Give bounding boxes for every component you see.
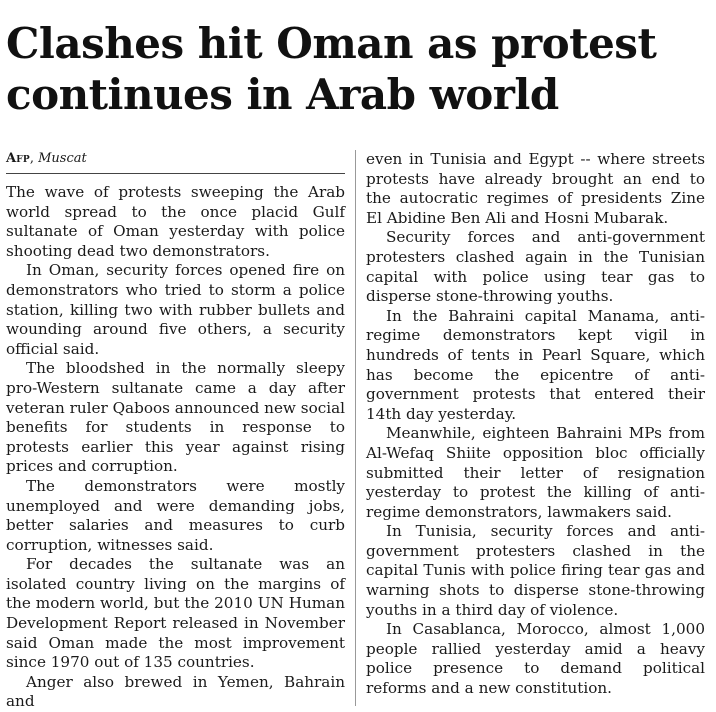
- article-paragraph: Meanwhile, eighteen Bahraini MPs from Al-Wefaq Shiite opposition bloc officially submitted their letter of resignation yesterday to protest the killing of anti-regime demonstrators, lawmakers said.: [366, 424, 705, 521]
- article-paragraph: In Oman, security forces opened fire on demonstrators who tried to storm a police station, killing two with rubber bullets and wounding around five others, a security official said.: [6, 261, 345, 358]
- headline: Clashes hit Oman as protest continues in Arab world: [6, 19, 657, 119]
- article-paragraph: The bloodshed in the normally sleepy pro-Western sultanate came a day after veteran ruler Qaboos announced new social benefits for students in response to protests earlier this year against rising prices and corruption.: [6, 359, 345, 476]
- column-divider: [355, 150, 356, 706]
- article-paragraph-continuation: even in Tunisia and Egypt -- where streets protests have already brought an end to the autocratic regimes of presidents Zine El Abidine Ben Ali and Hosni Mubarak.: [366, 150, 705, 227]
- article-paragraph: In Tunisia, security forces and anti-government protesters clashed in the capital Tunis with police firing tear gas and warning shots to disperse stone-throwing youths in a third day of violence.: [366, 522, 705, 619]
- article-paragraph: In Casablanca, Morocco, almost 1,000 people rallied yesterday amid a heavy police presence to demand political reforms and a new constitution.: [366, 620, 705, 698]
- article-paragraph: The wave of protests sweeping the Arab world spread to the once placid Gulf sultanate of Oman yesterday with police shooting dead two demonstrators.: [6, 183, 345, 260]
- article-column-right: [366, 150, 705, 699]
- article-paragraph: For decades the sultanate was an isolated country living on the margins of the modern world, but the 2010 UN Human Development Report released in November said Oman made the most improvement since 1970 out of 135 countries.: [6, 555, 345, 672]
- article-paragraph: Anger also brewed in Yemen, Bahrain and: [6, 672, 345, 711]
- byline-agency: Afp: [6, 151, 30, 166]
- byline-place: Muscat: [38, 151, 87, 166]
- article-column-left: [6, 150, 345, 712]
- byline: [6, 150, 345, 174]
- article-paragraph: In the Bahraini capital Manama, anti-regime demonstrators kept vigil in hundreds of tents in Pearl Square, which has become the epicentre of anti-government protests that entered their 14th day yesterday.: [366, 306, 705, 423]
- article-paragraph: The demonstrators were mostly unemployed and were demanding jobs, better salaries and measures to curb corruption, witnesses said.: [6, 476, 345, 554]
- byline-separator: ,: [29, 151, 39, 166]
- article-paragraph: Security forces and anti-government protesters clashed again in the Tunisian capital with police using tear gas to disperse stone-throwing youths.: [366, 228, 705, 306]
